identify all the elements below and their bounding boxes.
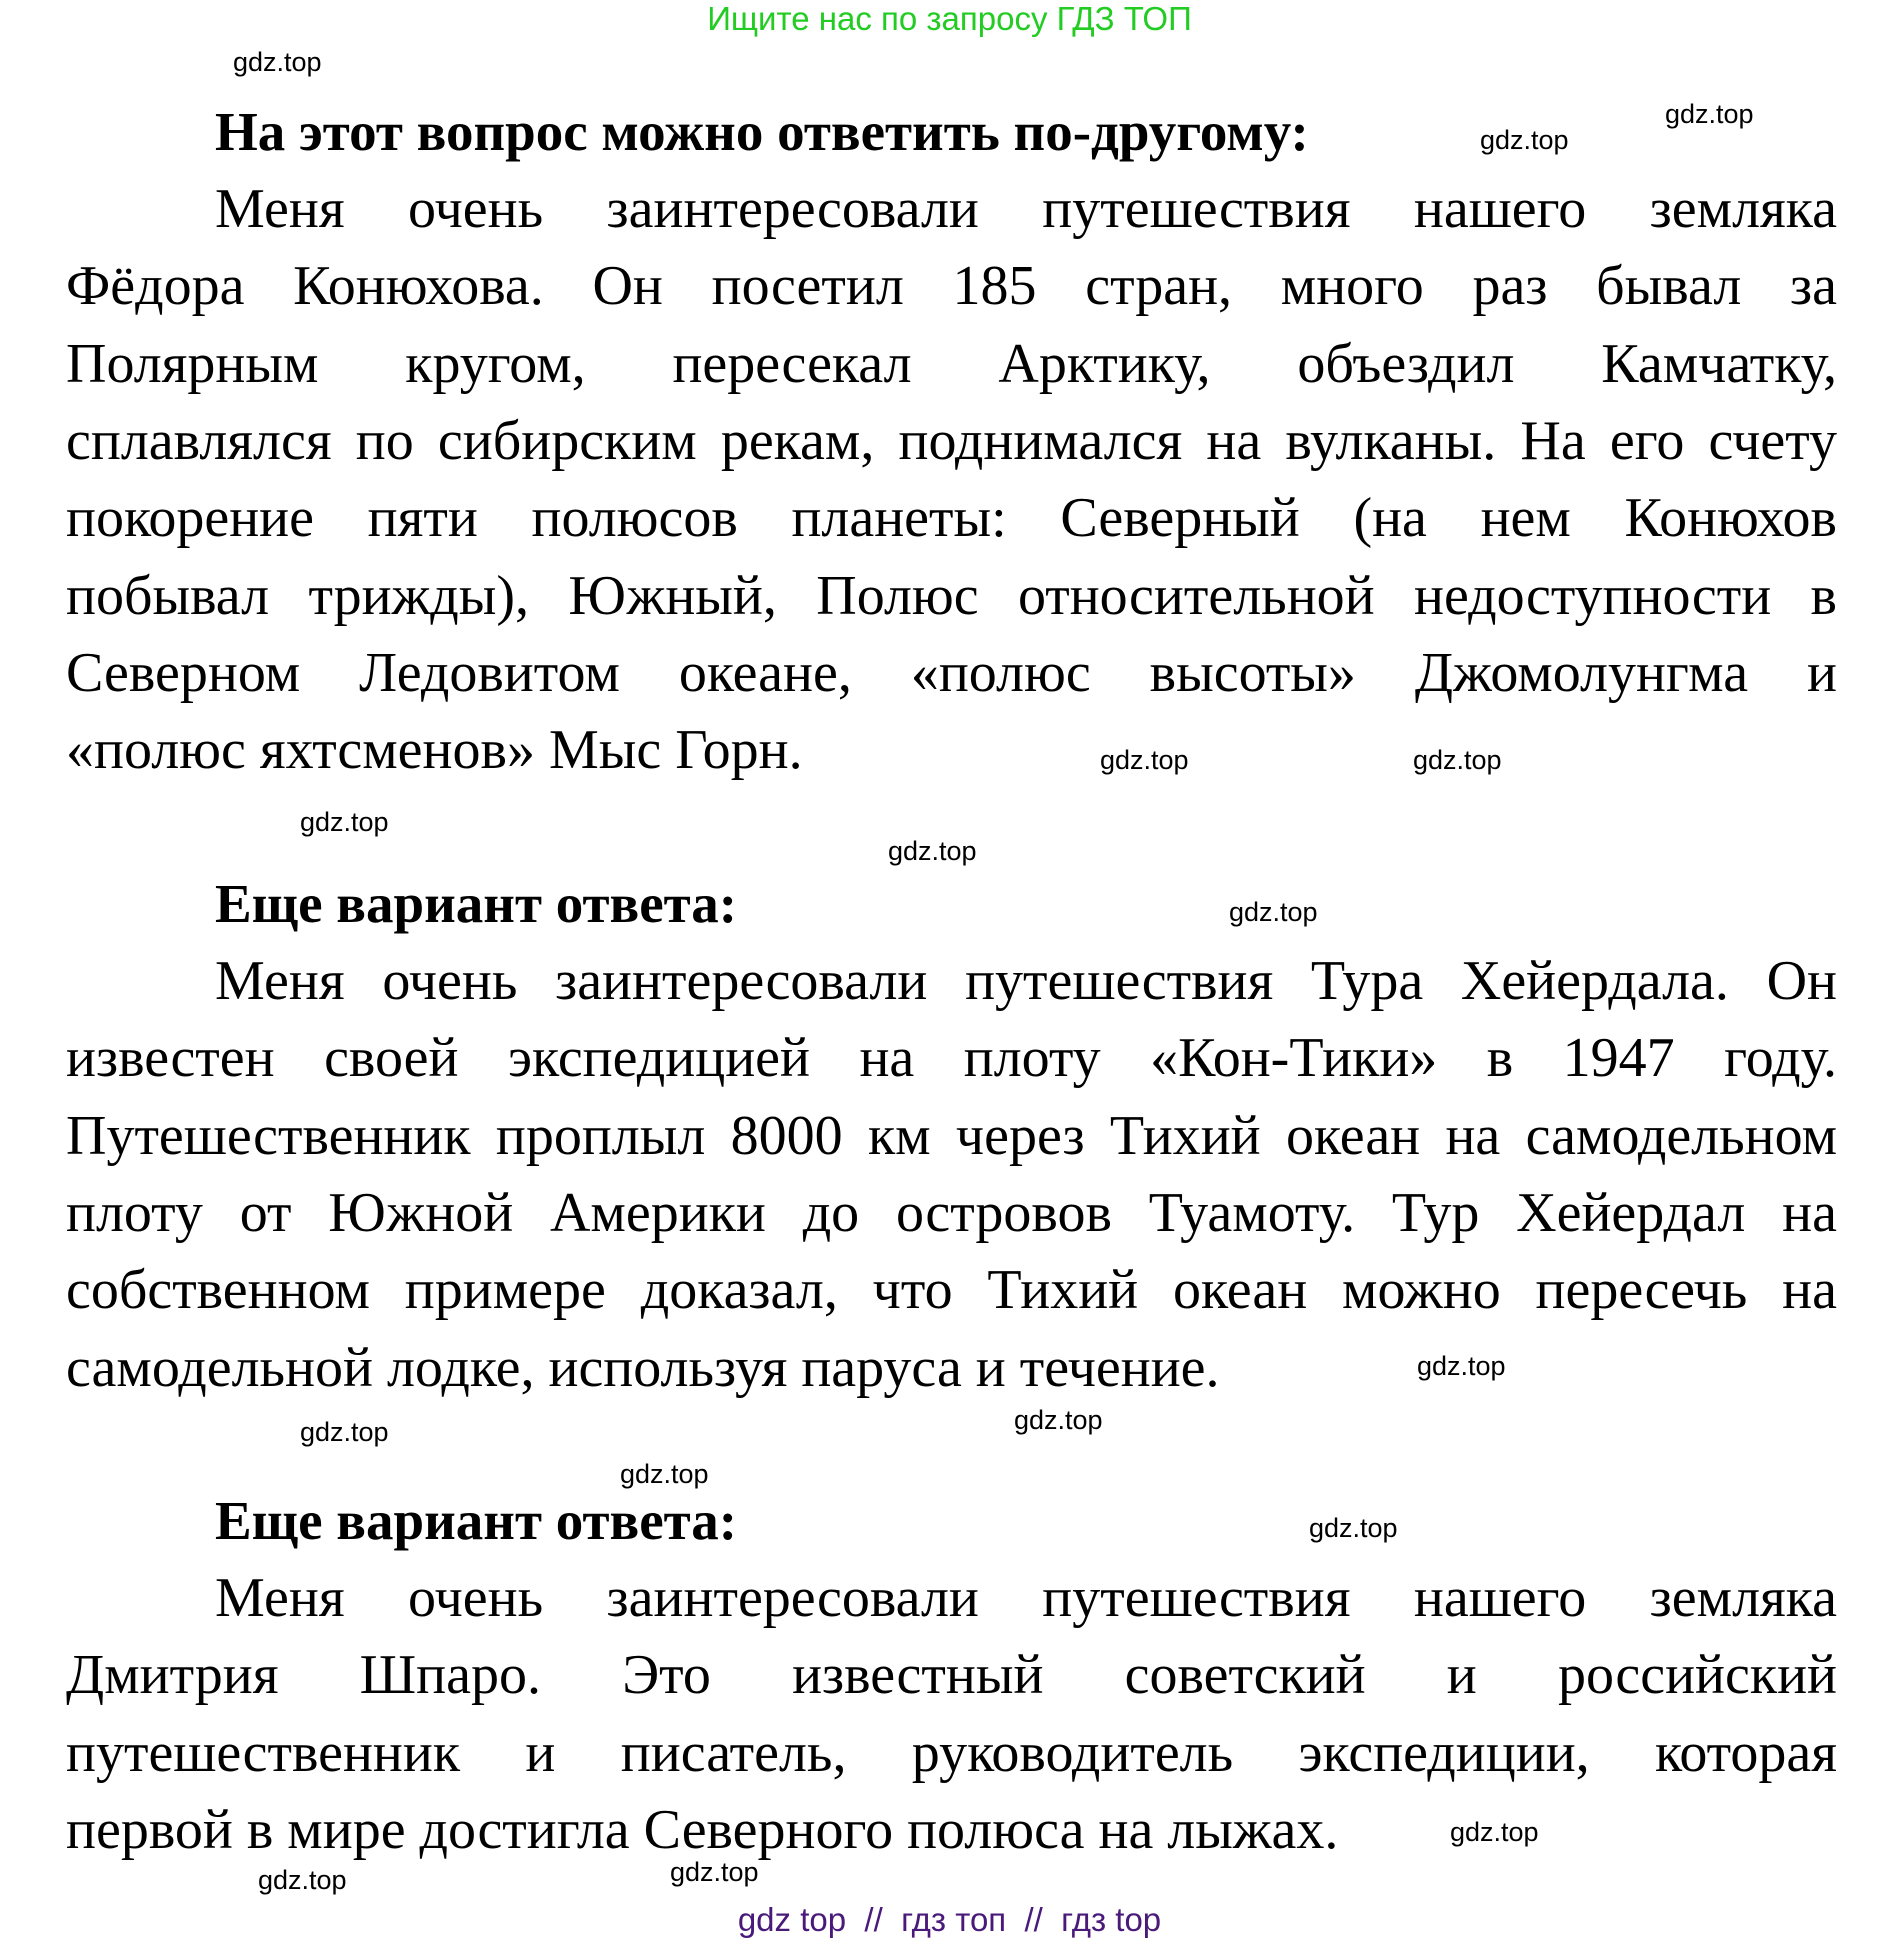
paragraph-line: собственном примере доказал, что Тихий океан можно пересечь на	[66, 1259, 1837, 1322]
watermark: gdz.top	[1665, 99, 1754, 129]
paragraph-line: Меня очень заинтересовали путешествия нашего земляка	[215, 178, 1837, 240]
paragraph-line: Дмитрия Шпаро. Это известный советский и российский	[66, 1644, 1837, 1707]
watermark: gdz.top	[1014, 1405, 1103, 1435]
search-banner: Ищите нас по запросу ГДЗ ТОП	[707, 0, 1192, 37]
watermark: gdz.top	[1413, 745, 1502, 775]
paragraph-line: самодельной лодке, используя паруса и течение.	[66, 1336, 1220, 1399]
paragraph-line: Меня очень заинтересовали путешествия нашего земляка	[215, 1567, 1837, 1629]
paragraph-line: Северном Ледовитом океане, «полюс высоты» Джомолунгма и	[66, 641, 1837, 704]
watermark: gdz.top	[620, 1459, 709, 1489]
paragraph-line: первой в мире достигла Северного полюса на лыжах.	[66, 1798, 1339, 1861]
watermark: gdz.top	[1450, 1817, 1539, 1847]
watermark: gdz.top	[258, 1865, 347, 1895]
watermark: gdz.top	[233, 47, 322, 77]
paragraph-line: Меня очень заинтересовали путешествия Тура Хейердала. Он	[215, 950, 1837, 1012]
paragraph-line: Полярным кругом, пересекал Арктику, объездил Камчатку,	[66, 332, 1837, 395]
watermark: gdz.top	[1100, 745, 1189, 775]
paragraph-line: плоту от Южной Америки до островов Туамоту. Тур Хейердал на	[66, 1181, 1837, 1244]
watermark: gdz.top	[300, 1417, 389, 1447]
paragraph-line: сплавлялся по сибирским рекам, поднимался на вулканы. На его счету	[66, 409, 1837, 472]
paragraph-line: «полюс яхтсменов» Мыс Горн.	[66, 719, 803, 782]
paragraph-line: путешественник и писатель, руководитель экспедиции, которая	[66, 1721, 1837, 1784]
watermark: gdz.top	[1309, 1513, 1398, 1543]
watermark: gdz.top	[1480, 125, 1569, 155]
watermark: gdz.top	[1417, 1351, 1506, 1381]
section-heading: На этот вопрос можно ответить по-другому:	[215, 101, 1309, 162]
footer-banner: gdz top // гдз топ // гдз top	[737, 1901, 1162, 1938]
section-heading: Еще вариант ответа:	[215, 873, 738, 934]
paragraph-line: побывал трижды), Южный, Полюс относительной недоступности в	[66, 564, 1837, 627]
paragraph-line: Путешественник проплыл 8000 км через Тихий океан на самодельном	[66, 1104, 1837, 1167]
watermark: gdz.top	[1229, 897, 1318, 927]
paragraph-line: Фёдора Конюхова. Он посетил 185 стран, много раз бывал за	[66, 255, 1837, 318]
paragraph-line: покорение пяти полюсов планеты: Северный (на нем Конюхов	[66, 487, 1837, 550]
paragraph-line: известен своей экспедицией на плоту «Кон-Тики» в 1947 году.	[66, 1027, 1837, 1090]
section-heading: Еще вариант ответа:	[215, 1490, 738, 1551]
watermark: gdz.top	[888, 836, 977, 866]
watermark: gdz.top	[670, 1857, 759, 1887]
watermark: gdz.top	[300, 807, 389, 837]
